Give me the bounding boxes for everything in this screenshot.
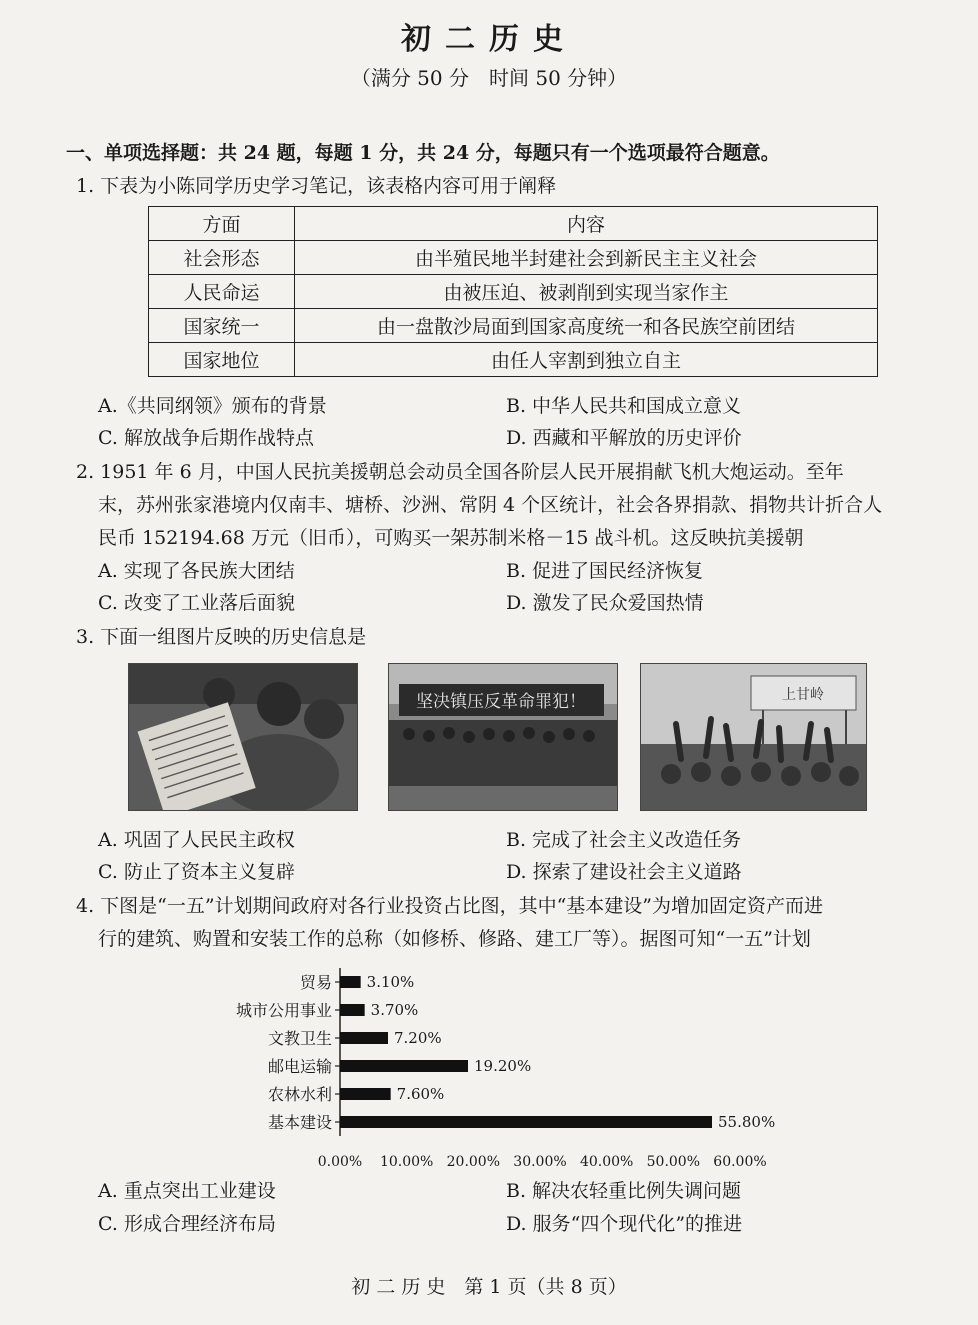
q1-option-d[interactable]: D. 西藏和平解放的历史评价	[506, 427, 742, 449]
chart-value-label: 19.20%	[474, 1057, 532, 1075]
q3-photo3-banner-text: 上甘岭	[782, 687, 824, 703]
table-row	[149, 309, 878, 343]
q2-stem-line1: 2. 1951 年 6 月，中国人民抗美援朝总会动员全国各阶层人民开展捐献飞机大炮运动。至年	[76, 461, 844, 483]
chart-category-label: 基本建设	[267, 1113, 332, 1132]
q2-option-b[interactable]: B. 促进了国民经济恢复	[506, 560, 704, 582]
q1-option-c[interactable]: C. 解放战争后期作战特点	[98, 427, 314, 449]
table-cell: 由被压迫、被剥削到实现当家作主	[295, 275, 878, 309]
table-cell: 国家统一	[149, 309, 295, 343]
section-heading: 一、单项选择题：共 24 题，每题 1 分，共 24 分，每题只有一个选项最符合题意。	[66, 142, 780, 164]
q1-option-b[interactable]: B. 中华人民共和国成立意义	[506, 395, 742, 417]
chart-value-label: 7.60%	[396, 1085, 445, 1103]
table-cell: 由半殖民地半封建社会到新民主主义社会	[295, 241, 878, 275]
chart-bar	[340, 1032, 388, 1044]
table-cell: 国家地位	[149, 343, 295, 377]
q3-option-b[interactable]: B. 完成了社会主义改造任务	[506, 829, 742, 851]
chart-value-label: 55.80%	[718, 1113, 776, 1131]
q1-notes-table	[148, 206, 878, 377]
chart-x-tick-label: 30.00%	[513, 1154, 567, 1170]
chart-bar	[340, 1060, 468, 1072]
page-title: 初二历史	[401, 22, 577, 57]
chart-x-tick-label: 60.00%	[713, 1154, 767, 1170]
table-cell: 社会形态	[149, 241, 295, 275]
table-cell: 人民命运	[149, 275, 295, 309]
q4-option-d[interactable]: D. 服务“四个现代化”的推进	[506, 1213, 743, 1235]
chart-category-label: 邮电运输	[267, 1057, 332, 1076]
q3-option-a[interactable]: A. 巩固了人民民主政权	[98, 829, 295, 851]
table-row	[149, 343, 878, 377]
investment-bar-chart	[200, 960, 800, 1175]
q4-option-c[interactable]: C. 形成合理经济布局	[98, 1213, 276, 1235]
q4-stem-line2: 行的建筑、购置和安装工作的总称（如修桥、修路、建工厂等）。据图可知“一五”计划	[98, 928, 811, 950]
table-cell: 由任人宰割到独立自主	[295, 343, 878, 377]
q3-photo-newspaper	[128, 663, 358, 811]
q1-option-a[interactable]: A.《共同纲领》颁布的背景	[98, 395, 327, 417]
q2-option-a[interactable]: A. 实现了各民族大团结	[98, 560, 295, 582]
chart-x-tick-label: 40.00%	[579, 1154, 634, 1170]
page-footer: 初 二 历 史 第 1 页（共 8 页）	[351, 1276, 627, 1298]
table-header-cell: 内容	[295, 207, 878, 241]
chart-category-label: 农林水利	[267, 1085, 332, 1104]
q3-photo2-banner-text: 坚决镇压反革命罪犯！	[416, 692, 586, 712]
chart-bar	[340, 976, 361, 988]
q3-stem: 3. 下面一组图片反映的历史信息是	[76, 626, 367, 648]
table-header-row	[149, 207, 878, 241]
q2-option-d[interactable]: D. 激发了民众爱国热情	[506, 592, 704, 614]
chart-value-label: 3.70%	[370, 1001, 419, 1019]
q2-stem-line3: 民币 152194.68 万元（旧币），可购买一架苏制米格－15 战斗机。这反映抗美援朝	[98, 527, 804, 549]
q4-option-a[interactable]: A. 重点突出工业建设	[98, 1180, 276, 1202]
chart-value-label: 7.20%	[394, 1029, 442, 1047]
q4-stem-line1: 4. 下图是“一五”计划期间政府对各行业投资占比图，其中“基本建设”为增加固定资产而进	[76, 895, 824, 917]
chart-category-label: 贸易	[299, 973, 332, 992]
page-subtitle: （满分 50 分 时间 50 分钟）	[350, 66, 628, 90]
q3-photo-rally	[640, 663, 867, 811]
q2-stem-line2: 末，苏州张家港境内仅南丰、塘桥、沙洲、常阴 4 个区统计，社会各界捐款、捐物共计折合人	[98, 494, 883, 516]
chart-bar	[340, 1116, 712, 1128]
q3-option-d[interactable]: D. 探索了建设社会主义道路	[506, 861, 742, 883]
q4-option-b[interactable]: B. 解决农轻重比例失调问题	[506, 1180, 742, 1202]
table-row	[149, 241, 878, 275]
table-header-cell: 方面	[149, 207, 295, 241]
chart-svg	[200, 960, 800, 1175]
chart-x-tick-label: 20.00%	[446, 1154, 501, 1170]
chart-bar	[340, 1004, 365, 1016]
chart-category-label: 城市公用事业	[235, 1001, 332, 1020]
table-row	[149, 275, 878, 309]
chart-x-tick-label: 10.00%	[379, 1154, 434, 1170]
chart-x-tick-label: 0.00%	[317, 1154, 363, 1170]
q3-option-c[interactable]: C. 防止了资本主义复辟	[98, 861, 295, 883]
chart-bar	[340, 1088, 391, 1100]
chart-category-label: 文教卫生	[267, 1029, 332, 1048]
chart-x-tick-label: 50.00%	[646, 1154, 701, 1170]
chart-value-label: 3.10%	[366, 973, 415, 991]
q1-stem: 1. 下表为小陈同学历史学习笔记，该表格内容可用于阐释	[76, 175, 557, 197]
table-cell: 由一盘散沙局面到国家高度统一和各民族空前团结	[295, 309, 878, 343]
q3-photo-banner-crowd	[388, 663, 618, 811]
q2-option-c[interactable]: C. 改变了工业落后面貌	[98, 592, 295, 614]
